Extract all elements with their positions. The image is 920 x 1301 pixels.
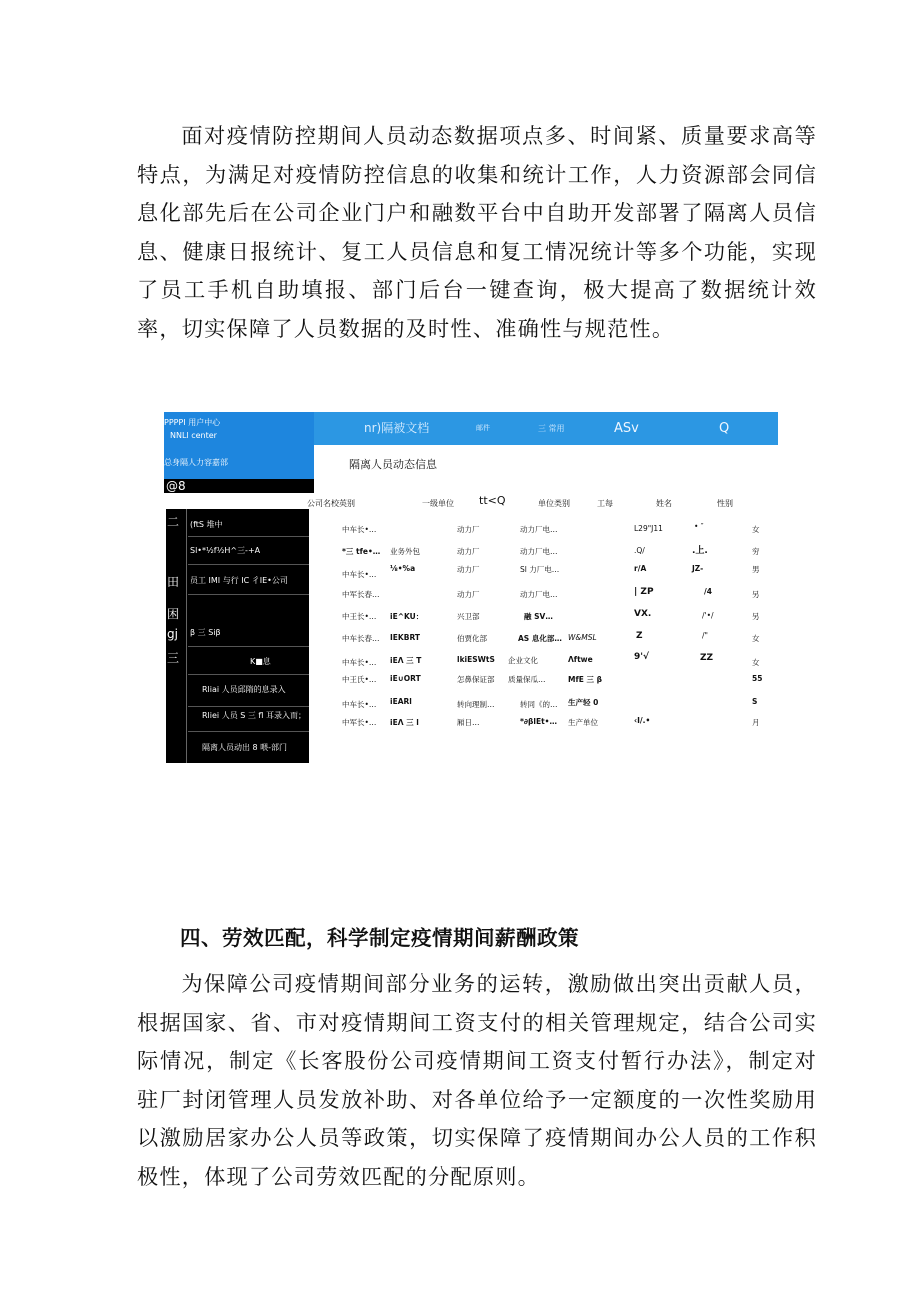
table-cell: 质量保瓜… [508, 675, 546, 684]
table-cell: .Q/ [634, 546, 645, 555]
table-cell: JZ- [692, 564, 704, 573]
table-cell: 中车长•… [342, 658, 377, 667]
policy-paragraph-text: 为保障公司疫情期间部分业务的运转，激励做出突出贡献人员，根据国家、省、市对疫情期间工资支付的相关管理规定，结合公司实际情况，制定《长客股份公司疫情期间工资支付暂行办法》，制定对驻厂封闭管理人员发放补助、对各单位给予一定额度的一次性奖励用以激励居家办公人员等政策，切实保障了疫情期间办公人员的工作积极性，体现了公司劳效匹配的分配原则。 [137, 971, 817, 1189]
sidebar-subitem[interactable]: Rliai 人员邱隋的息录入 [202, 685, 286, 694]
sidebar-icon: 二 [167, 515, 180, 529]
table-cell: 9'√ [634, 652, 650, 662]
table-cell: iEΛ 三 l [390, 718, 419, 727]
table-cell: 生产单位 [568, 718, 598, 727]
table-cell: 月 [752, 718, 760, 727]
page-title: 隔离人员动态信息 [349, 458, 437, 471]
intro-paragraph-text: 面对疫情防控期间人员动态数据项点多、时间紧、质量要求高等特点，为满足对疫情防控信息的收集和统计工作，人力资源部会同信息化部先后在公司企业门户和融数平台中自助开发部署了隔离人员信息、健康日报统计、复工人员信息和复工情况统计等多个功能，实现了员工手机自助填报、部门后台一键查询，极大提高了数据统计效率，切实保障了人员数据的及时性、准确性与规范性。 [137, 123, 817, 341]
table-cell: iEARl [390, 697, 412, 706]
logo-subtitle: NNLl center [170, 431, 217, 440]
table-cell: 融 SV… [524, 612, 553, 621]
table-cell: 转向理制… [457, 700, 495, 709]
table-cell: 中车长•… [342, 570, 377, 579]
column-header[interactable]: 姓名 [656, 499, 672, 508]
table-cell: 中王长•… [342, 612, 377, 621]
table-cell: lkiESWtS [457, 655, 495, 664]
table-cell: 女 [752, 525, 760, 534]
table-cell: 中王氏•… [342, 675, 377, 684]
column-header[interactable]: 单位类别 [538, 499, 570, 508]
table-cell: *∂βlEt•… [520, 717, 557, 726]
table-cell: 兴卫部 [457, 612, 480, 621]
sidebar-separator [188, 594, 309, 595]
table-cell: 中车长•… [342, 525, 377, 534]
table-cell: 中车长春… [342, 634, 380, 643]
sidebar-item[interactable]: β 三 Siβ [190, 628, 221, 637]
table-cell: iE^KU： [390, 612, 424, 621]
sidebar-divider [186, 509, 187, 763]
table-cell: AS 息化部… [518, 634, 562, 643]
sidebar-subitem[interactable]: Rliei 人员 S 三 fl 耳录入而； [202, 711, 306, 720]
logo-area [164, 412, 314, 445]
table-cell: 另 [752, 612, 760, 621]
table-cell: ⅛•%a [390, 564, 416, 573]
table-cell: Λftwe [568, 655, 593, 664]
table-cell: /" [702, 631, 708, 640]
table-cell: Sl 力厂电… [520, 565, 560, 574]
table-cell: 动力厂 [457, 547, 480, 556]
table-cell: /4 [704, 587, 712, 596]
table-cell: S [752, 697, 758, 706]
column-header[interactable]: 一级单位 [422, 499, 454, 508]
table-cell: 怎鼻保证部 [457, 675, 495, 684]
table-cell: VX. [634, 609, 652, 619]
column-header[interactable]: 性别 [717, 499, 733, 508]
sidebar-separator [188, 646, 309, 647]
sidebar-icon: 困 [167, 607, 180, 621]
sidebar-icon: gj [167, 627, 178, 641]
nav-search[interactable]: Q [719, 421, 730, 436]
column-header[interactable]: tt<Q [479, 494, 506, 507]
sidebar-icon: 田 [167, 575, 180, 589]
column-header[interactable]: 公司名校英别 [307, 499, 355, 508]
table-cell: 动力厂电… [520, 547, 558, 556]
table-cell: 动力厂电… [520, 525, 558, 534]
table-cell: 55 [752, 674, 763, 683]
table-cell: L29"J11 [634, 524, 663, 533]
table-cell: • ″ [694, 522, 704, 531]
sidebar-item[interactable]: K■息 [250, 657, 271, 666]
table-cell: 动力厂 [457, 525, 480, 534]
sidebar-item[interactable]: Sl•*½f½H^三-+A [190, 546, 261, 555]
table-cell: 另 [752, 590, 760, 599]
table-cell: 生产轻 0 [568, 698, 599, 707]
table-cell: 厢日… [457, 718, 480, 727]
table-cell: 动力厂 [457, 590, 480, 599]
section-heading: 四、劳效匹配，科学制定疫情期间薪酬政策 [180, 926, 579, 950]
sidebar-item[interactable]: 员工 IMI 与行 IC 彳IE•公司 [190, 576, 288, 585]
table-cell: MfE 三 β [568, 675, 602, 684]
nav-documents[interactable]: nr)隔被文档 [364, 421, 430, 435]
table-cell: .上. [692, 546, 708, 556]
table-cell: *三 tfe•… [342, 547, 381, 556]
table-cell: 女 [752, 634, 760, 643]
sidebar-icon: 三 [167, 651, 180, 665]
sidebar-separator [188, 536, 309, 537]
table-cell: /'•/ [702, 611, 714, 620]
table-cell: | ZP [634, 587, 654, 597]
table-cell: 伯贾化部 [457, 634, 487, 643]
top-nav-bar [164, 412, 778, 445]
sidebar-separator [188, 731, 309, 732]
sidebar-item[interactable]: (ftS 堆中 [190, 520, 223, 529]
nav-common[interactable]: 三 常用 [538, 424, 565, 433]
table-cell: 中车长•… [342, 700, 377, 709]
logo-title: PPPPI 用户中心 [164, 418, 221, 427]
system-screenshot [164, 412, 778, 763]
sidebar-separator [188, 706, 309, 707]
table-cell: 男 [752, 565, 760, 574]
table-cell: 转同《的… [520, 700, 558, 709]
sidebar-subitem[interactable]: 隔离人员动出 8 喂-部门 [202, 743, 288, 752]
nav-asv[interactable]: ASv [614, 421, 639, 436]
sidebar-header [164, 445, 314, 479]
table-cell: iEΛ 三 T [390, 656, 422, 665]
table-cell: iE∪ORT [390, 674, 421, 683]
table-cell: 中军长春… [342, 590, 380, 599]
table-cell: 动力厂 [457, 565, 480, 574]
table-cell: Z [636, 631, 643, 641]
table-cell: r/A [634, 564, 647, 573]
table-cell: 业务外包 [390, 547, 420, 556]
intro-paragraph [137, 117, 817, 349]
policy-paragraph [137, 965, 817, 1197]
table-cell: W&MSL [568, 633, 597, 642]
table-cell: 女 [752, 658, 760, 667]
table-cell: 动力厂电… [520, 590, 558, 599]
nav-mail[interactable]: 邮件 [476, 424, 490, 432]
table-cell: 中军长•… [342, 718, 377, 727]
table-cell: IEKBRT [390, 633, 420, 642]
sidebar-separator [188, 674, 309, 675]
table-cell: ZZ [700, 653, 714, 663]
table-cell: ‹I/.• [634, 716, 651, 725]
column-header[interactable]: 工每 [597, 499, 613, 508]
table-cell: 企业文化 [508, 656, 538, 665]
sidebar-menu [166, 509, 309, 763]
sidebar-header-label: 总身隔人力容嘉部 [164, 458, 228, 467]
sidebar-separator [188, 564, 309, 565]
menu-toggle[interactable]: @8 [164, 479, 314, 493]
table-cell: 穷 [752, 547, 760, 556]
